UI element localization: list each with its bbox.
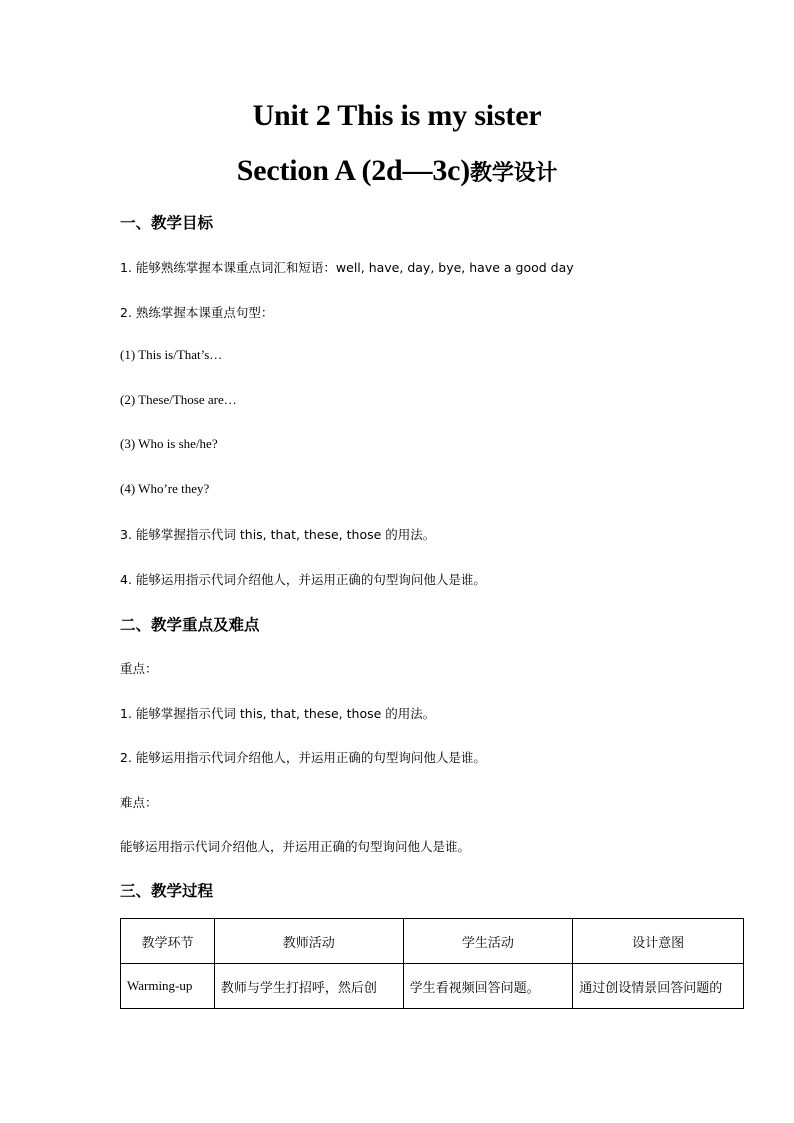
key-point-item: 1. 能够掌握指示代词 this, that, these, those 的用法。 [120, 706, 436, 721]
section-heading-process: 三、教学过程 [120, 882, 214, 900]
objective-item: 2. 熟练掌握本课重点句型： [120, 305, 274, 320]
difficult-point-text: 能够运用指示代词介绍他人，并运用正确的句型询问他人是谁。 [120, 839, 471, 854]
objective-item: 4. 能够运用指示代词介绍他人，并运用正确的句型询问他人是谁。 [120, 572, 486, 587]
objective-item: 1. 能够熟练掌握本课重点词汇和短语：well, have, day, bye, have a good day [120, 260, 574, 275]
table-header-cell: 设计意图 [573, 919, 744, 964]
table-row [121, 964, 744, 1009]
sentence-pattern-item: (4) Who’re they? [120, 481, 210, 496]
sentence-pattern-item: (3) Who is she/he? [120, 436, 218, 451]
document-subtitle [0, 154, 794, 188]
table-cell: 通过创设情景回答问题的 [573, 964, 744, 1009]
table-header-cell: 教学环节 [121, 919, 215, 964]
table-cell: 教师与学生打招呼，然后创 [214, 964, 403, 1009]
document-title: Unit 2 This is my sister [252, 99, 542, 132]
sentence-pattern-item: (2) These/Those are… [120, 392, 237, 407]
section-heading-key-points: 二、教学重点及难点 [120, 616, 260, 634]
table-cell: 学生看视频回答问题。 [403, 964, 573, 1009]
difficult-points-label: 难点： [120, 795, 158, 810]
sentence-pattern-item: (1) This is/That’s… [120, 347, 223, 362]
table-cell: Warming-up [121, 964, 215, 1009]
key-point-item: 2. 能够运用指示代词介绍他人，并运用正确的句型询问他人是谁。 [120, 750, 486, 765]
key-points-label: 重点： [120, 661, 158, 676]
table-header-cell: 学生活动 [403, 919, 573, 964]
section-heading-objectives: 一、教学目标 [120, 214, 214, 232]
table-header-cell: 教师活动 [214, 919, 403, 964]
objective-item: 3. 能够掌握指示代词 this, that, these, those 的用法。 [120, 527, 436, 542]
teaching-process-table [120, 918, 744, 1009]
subtitle-chinese: 教学设计 [470, 161, 558, 186]
table-header-row [121, 919, 744, 964]
subtitle-english: Section A (2d—3c) [236, 154, 471, 187]
